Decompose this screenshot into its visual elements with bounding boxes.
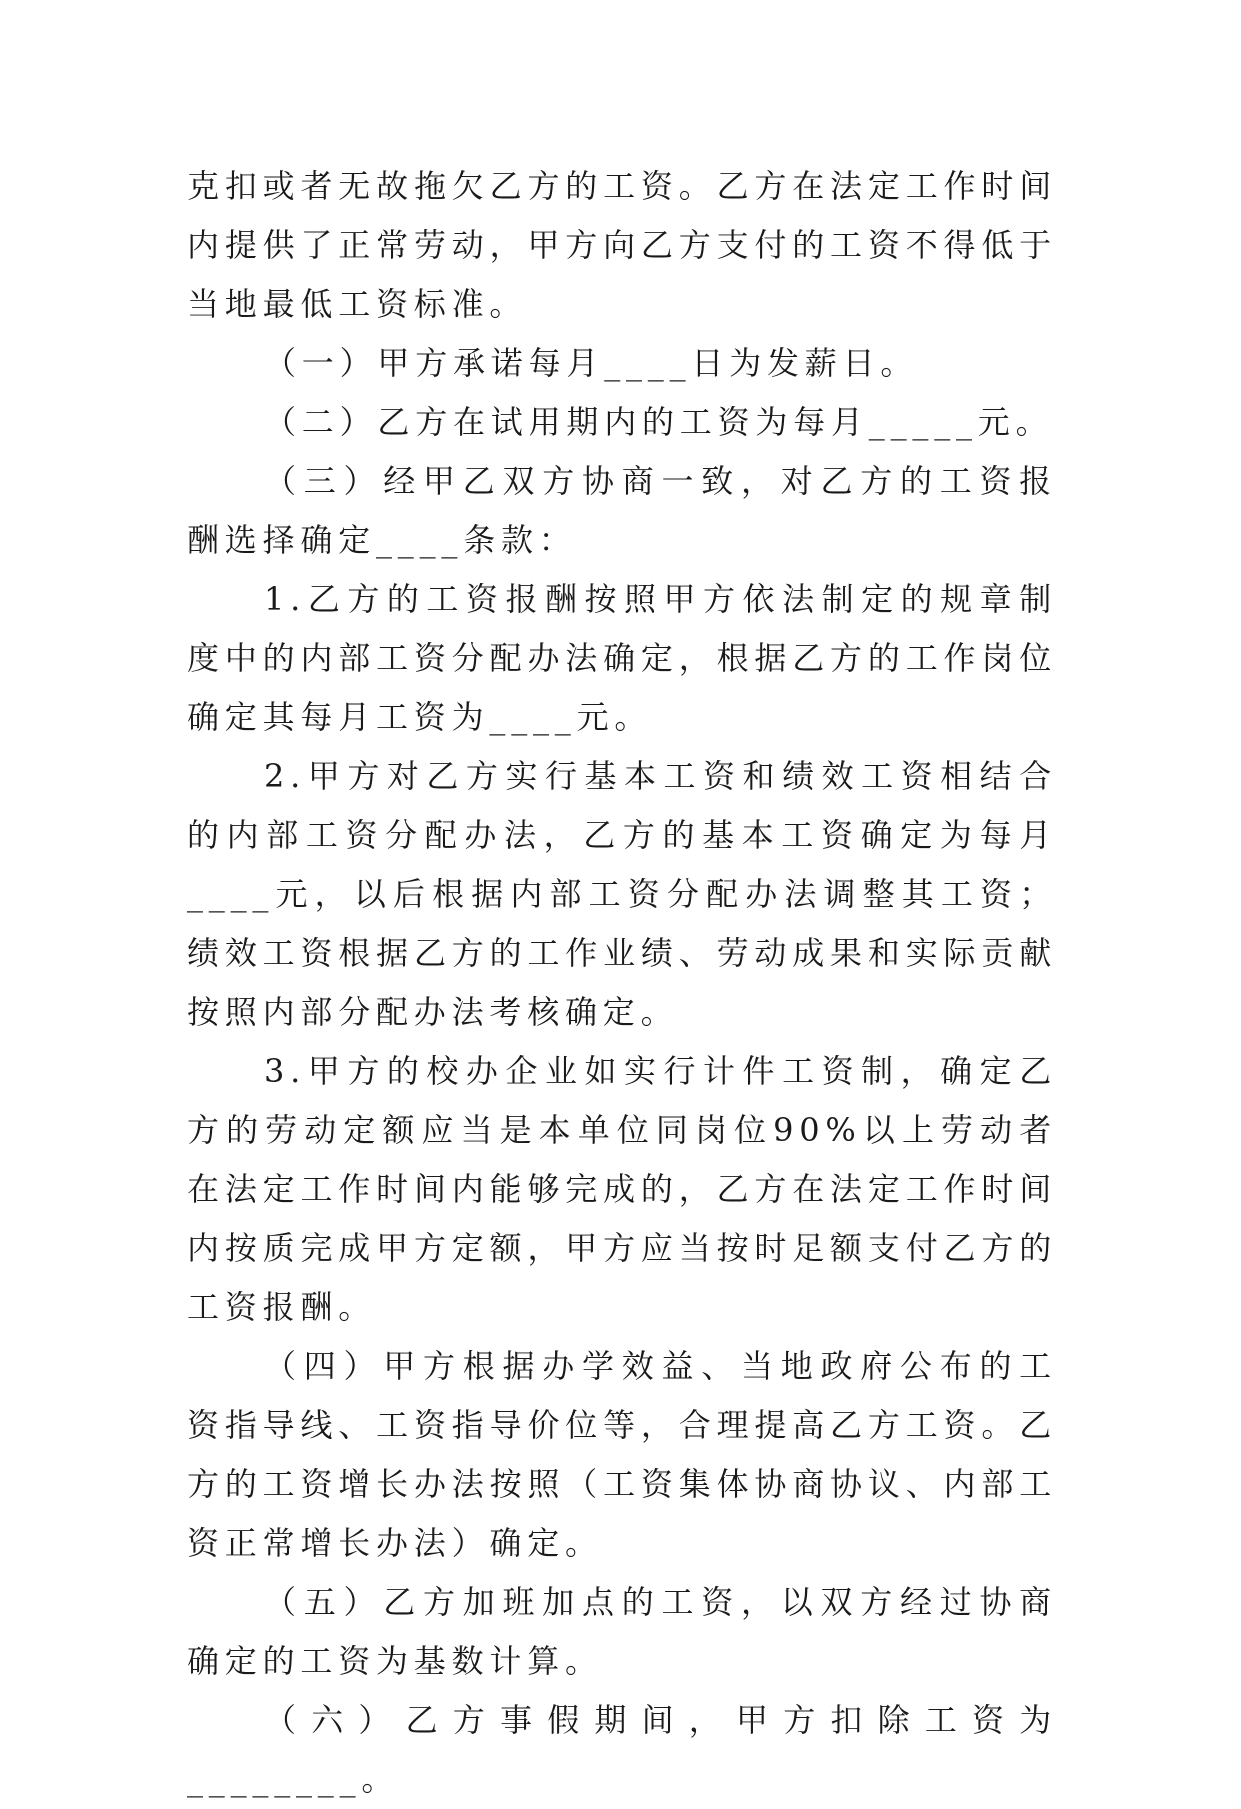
paragraph-clause-5: （五）乙方加班加点的工资，以双方经过协商确定的工资为基数计算。 — [187, 1583, 1057, 1680]
paragraph-continuation: 克扣或者无故拖欠乙方的工资。乙方在法定工作时间内提供了正常劳动，甲方向乙方支付的工资不得低于当地最低工资标准。 — [187, 167, 1057, 323]
paragraph-clause-1: （一）甲方承诺每月____日为发薪日。 — [264, 344, 919, 382]
paragraph-clause-3: （三）经甲乙双方协商一致，对乙方的工资报酬选择确定____条款： — [187, 462, 1057, 559]
paragraph-clause-6: （六）乙方事假期间，甲方扣除工资为________。 — [187, 1701, 1057, 1798]
paragraph-item-2: 2.甲方对乙方实行基本工资和绩效工资相结合的内部工资分配办法，乙方的基本工资确定为每月____元，以后根据内部工资分配办法调整其工资；绩效工资根据乙方的工作业绩、劳动成果和实际贡献按照内部分配办法考核确定。 — [187, 757, 1057, 1031]
paragraph-clause-2: （二）乙方在试用期内的工资为每月_____元。 — [264, 403, 1054, 441]
paragraph-item-3: 3.甲方的校办企业如实行计件工资制，确定乙方的劳动定额应当是本单位同岗位90%以上劳动者在法定工作时间内能够完成的，乙方在法定工作时间内按质完成甲方定额，甲方应当按时足额支付乙方的工资报酬。 — [187, 1052, 1057, 1326]
paragraph-clause-4: （四）甲方根据办学效益、当地政府公布的工资指导线、工资指导价位等，合理提高乙方工资。乙方的工资增长办法按照（工资集体协商协议、内部工资正常增长办法）确定。 — [187, 1347, 1057, 1562]
document-body — [187, 157, 1057, 1809]
paragraph-item-1: 1.乙方的工资报酬按照甲方依法制定的规章制度中的内部工资分配办法确定，根据乙方的工作岗位确定其每月工资为____元。 — [187, 580, 1057, 736]
